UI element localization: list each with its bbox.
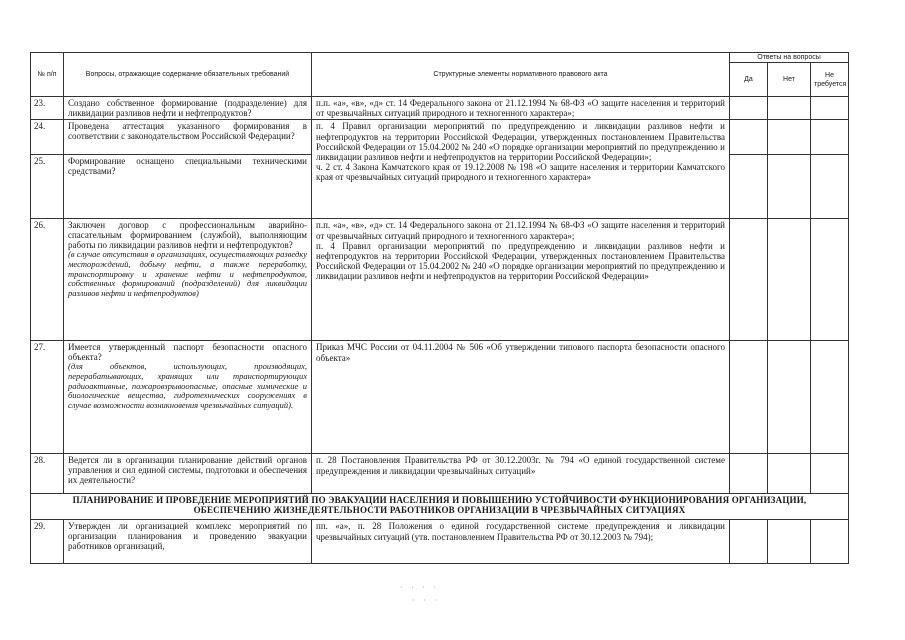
question-text: Заключен договор с профессиональным аварийно-спасательным формированием (службой), выполняющим работы по ликвидации разливов нефти и нефтепродуктов? [68, 220, 307, 251]
requirements-table [30, 52, 849, 564]
answer-yes-cell[interactable] [730, 520, 768, 564]
reference-cell [312, 341, 730, 454]
col-header-questions: Вопросы, отражающие содержание обязательных требований [64, 53, 312, 97]
reference-text: п.п. «а», «в», «д» ст. 14 Федерального закона от 21.12.1994 № 68-ФЗ «О защите населения и территорий от чрезвычайных ситуаций природного и техногенного характера»; [316, 98, 725, 119]
question-text: Имеется утвержденный паспорт безопасности опасного объекта? [68, 342, 307, 363]
reference-text: Приказ МЧС России от 04.11.2004 № 506 «Об утверждении типового паспорта безопасности опасного объекта» [316, 342, 725, 363]
answer-not-required-cell[interactable] [811, 520, 849, 564]
row-number: 28. [31, 454, 64, 494]
answer-no-cell[interactable] [768, 219, 811, 341]
col-header-structure: Структурные элементы нормативного правового акта [312, 53, 730, 97]
answer-no-cell[interactable] [768, 454, 811, 494]
question-cell [64, 97, 312, 120]
reference-text: ч. 2 ст. 4 Закона Камчатского края от 19.12.2008 № 198 «О защите населения и территории Камчатского края от чрезвычайных ситуаций природного и техногенного характера» [316, 162, 725, 183]
question-cell [64, 454, 312, 494]
question-cell [64, 341, 312, 454]
question-cell [64, 219, 312, 341]
table-row [31, 97, 849, 120]
answer-no-cell[interactable] [768, 520, 811, 564]
reference-cell [312, 520, 730, 564]
reference-cell [312, 97, 730, 120]
answer-yes-cell[interactable] [730, 120, 768, 155]
answer-not-required-cell[interactable] [811, 120, 849, 155]
row-number: 25. [31, 155, 64, 219]
reference-text: п. 4 Правил организации мероприятий по предупреждению и ликвидации разливов нефти и нефтепродуктов на территории Российской Федерации, утвержденных постановлением Правительства Российской Федерации от 15.04.2002 № 240 «О порядке организации мероприятий по предупреждению и ликвидации разливов нефти и нефтепродуктов на территории Российской Федерации»; [316, 121, 725, 163]
answer-not-required-cell[interactable] [811, 341, 849, 454]
answer-no-cell[interactable] [768, 155, 811, 219]
table-row [31, 520, 849, 564]
question-text: Формирование оснащено специальными техническими средствами? [68, 156, 307, 177]
question-text: Ведется ли в организации планирование действий органов управления и сил единой системы, подготовки и обеспечения их деятельности? [68, 455, 307, 486]
reference-cell [312, 120, 730, 219]
reference-text: п. 28 Постановления Правительства РФ от 30.12.2003г. № 794 «О единой государственной системе предупреждения и ликвидации чрезвычайных ситуаций» [316, 455, 725, 476]
table-row [31, 454, 849, 494]
answer-not-required-cell[interactable] [811, 97, 849, 120]
answer-no-cell[interactable] [768, 341, 811, 454]
question-note: (в случае отсутствия в организациях, осуществляющих разведку месторождений, добычу нефти, а также переработку, транспортировку и хранение нефти и нефтепродуктов, собственных формирований (подразделений) для ликвидации разливов нефти и нефтепродуктов) [68, 249, 307, 298]
reference-text: п.п. «а», «в», «д» ст. 14 Федерального закона от 21.12.1994 № 68-ФЗ «О защите населения и территорий от чрезвычайных ситуаций природного и техногенного характера»; [316, 220, 725, 241]
answer-no-cell[interactable] [768, 120, 811, 155]
table-row [31, 341, 849, 454]
row-number: 23. [31, 97, 64, 120]
col-header-no: Нет [768, 63, 811, 97]
scan-speckle: · · · [412, 596, 440, 605]
question-cell [64, 120, 312, 155]
answer-not-required-cell[interactable] [811, 454, 849, 494]
question-text: Утвержден ли организацией комплекс мероприятий по организации планирования и проведению эвакуации работников организаций, [68, 521, 307, 552]
col-header-yes: Да [730, 63, 768, 97]
row-number: 27. [31, 341, 64, 454]
row-number: 24. [31, 120, 64, 155]
answer-no-cell[interactable] [768, 97, 811, 120]
answer-yes-cell[interactable] [730, 454, 768, 494]
answer-yes-cell[interactable] [730, 219, 768, 341]
question-text: Проведена аттестация указанного формирования в соответствии с законодательством Российской Федерации? [68, 121, 307, 142]
section-row [31, 494, 849, 520]
col-header-num: № п/п [31, 53, 64, 97]
checklist-sheet [30, 52, 848, 564]
reference-cell [312, 454, 730, 494]
answer-not-required-cell[interactable] [811, 155, 849, 219]
table-row [31, 219, 849, 341]
reference-cell [312, 219, 730, 341]
question-cell [64, 520, 312, 564]
answer-yes-cell[interactable] [730, 155, 768, 219]
reference-text: п. 4 Правил организации мероприятий по предупреждению и ликвидации разливов нефти и нефтепродуктов на территории Российской Федерации, утвержденных постановлением Правительства Российской Федерации от 15.04.2002 № 240 «О порядке организации мероприятий по предупреждению и ликвидации разливов нефти и нефтепродуктов на территории Российской Федерации» [316, 240, 725, 282]
question-note: (для объектов, использующих, производящих, перерабатывающих, хранящих или транспортирующих радиоактивные, пожаровзрывоопасные, опасные химические и биологические вещества, гидротехнических сооружениях в случае возможности возникновения чрезвычайных ситуаций). [68, 361, 307, 410]
section-heading: ПЛАНИРОВАНИЕ И ПРОВЕДЕНИЕ МЕРОПРИЯТИЙ ПО ЭВАКУАЦИИ НАСЕЛЕНИЯ И ПОВЫШЕНИЮ УСТОЙЧИВОСТИ ФУНКЦИОНИРОВАНИЯ ОРГАНИЗАЦИИ, ОБЕСПЕЧЕНИЮ ЖИЗНЕДЕЯТЕЛЬНОСТИ РАБОТНИКОВ ОРГАНИЗАЦИИ В ЧРЕЗВЫЧАЙНЫХ СИТУАЦИЯХ [31, 494, 849, 520]
row-number: 29. [31, 520, 64, 564]
answer-yes-cell[interactable] [730, 97, 768, 120]
question-text: Создано собственное формирование (подразделение) для ликвидации разливов нефти и нефтепродуктов? [68, 98, 307, 118]
col-header-not-required: Не требуется [811, 63, 849, 97]
reference-text: пп. «а», п. 28 Положения о единой государственной системе предупреждения и ликвидации чрезвычайных ситуаций (утв. постановлением Правительства РФ от 30.12.2003 № 794); [316, 521, 725, 542]
answer-not-required-cell[interactable] [811, 219, 849, 341]
row-number: 26. [31, 219, 64, 341]
scan-speckle: · · · · [400, 583, 439, 592]
answer-yes-cell[interactable] [730, 341, 768, 454]
col-header-answers: Ответы на вопросы [730, 53, 849, 63]
question-cell [64, 155, 312, 219]
table-row [31, 120, 849, 155]
